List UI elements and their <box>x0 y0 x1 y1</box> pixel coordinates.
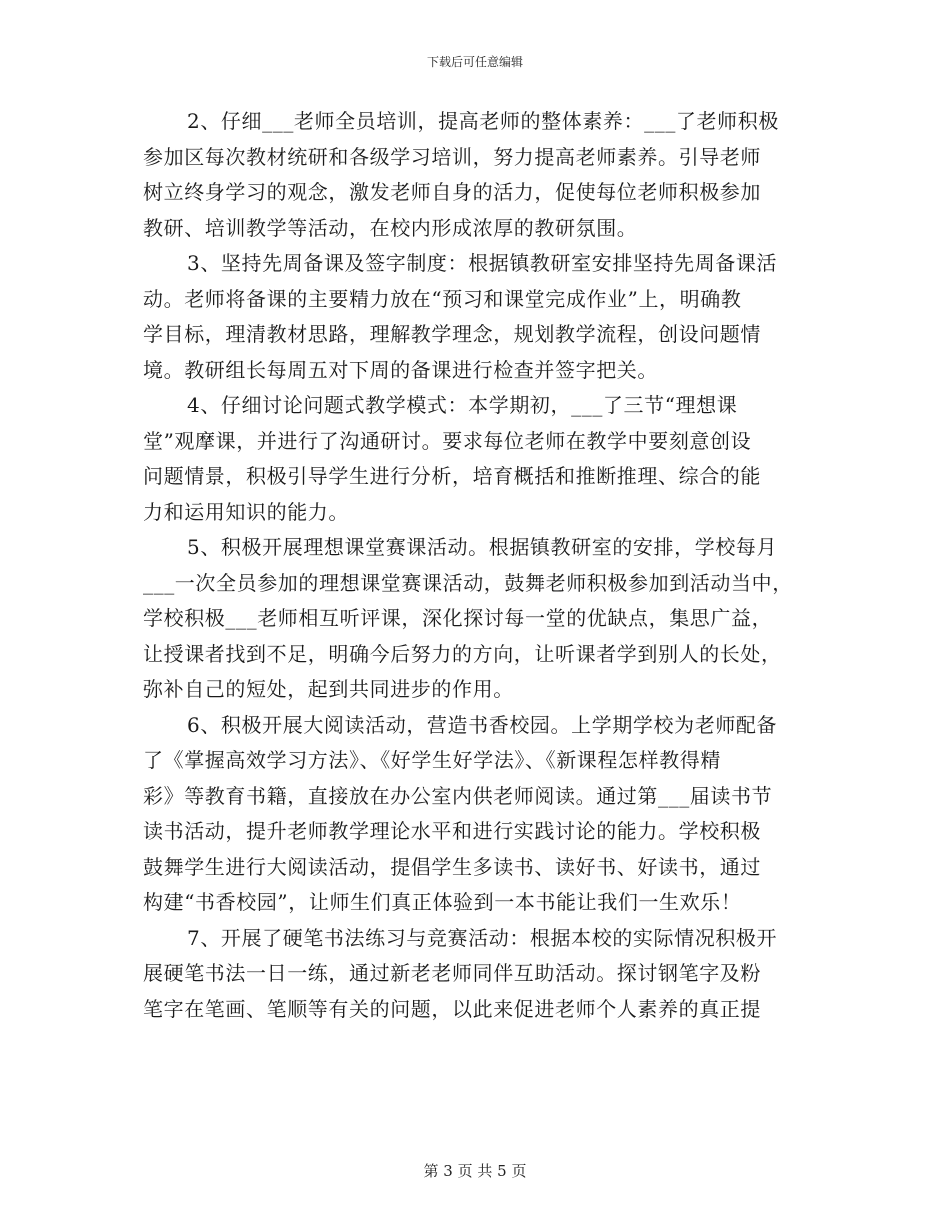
text-line: 让授课者找到不足，明确今后努力的方向，让听课者学到别人的长处， <box>143 641 782 666</box>
text-line: 展硬笔书法一日一练，通过新老老师同伴互助活动。探讨钢笔字及粉 <box>143 961 761 985</box>
text-line: 6、积极开展大阅读活动，营造书香校园。上学期学校为老师配备 <box>187 712 778 737</box>
text-line: 鼓舞学生进行大阅读活动，提倡学生多读书、读好书、好读书，通过 <box>143 854 761 879</box>
paragraph-5 <box>143 530 805 708</box>
text-line: 学目标，理清教材思路，理解教学理念，规划教学流程，创设问题情 <box>143 322 761 346</box>
text-line: 力和运用知识的能力。 <box>143 499 349 524</box>
document-body <box>143 104 805 1027</box>
page-footer: 第 3 页 共 5 页 <box>423 1162 527 1180</box>
text-line: 弥补自己的短处，起到共同进步的作用。 <box>143 677 514 701</box>
paragraph-4 <box>143 388 805 530</box>
text-line: 学校积极___老师相互听评课，深化探讨每一堂的优缺点，集思广益， <box>143 606 773 630</box>
paragraph-6 <box>143 708 805 921</box>
text-line: 了《掌握高效学习方法》、《好学生好学法》、《新课程怎样教得精 <box>143 748 721 772</box>
paragraph-3 <box>143 246 805 388</box>
text-line: 笔字在笔画、笔顺等有关的问题，以此来促进老师个人素养的真正提 <box>143 996 761 1021</box>
text-line: 3、坚持先周备课及签字制度：根据镇教研室安排坚持先周备课活 <box>187 251 778 275</box>
text-line: 读书活动，提升老师教学理论水平和进行实践讨论的能力。学校积极 <box>143 819 761 843</box>
text-line: 7、开展了硬笔书法练习与竞赛活动：根据本校的实际情况积极开 <box>187 925 778 950</box>
text-line: 5、积极开展理想课堂赛课活动。根据镇教研室的安排，学校每月 <box>187 535 778 559</box>
page-header: 下载后可任意编辑 <box>426 55 523 69</box>
text-line: 参加区每次教材统研和各级学习培训，努力提高老师素养。引导老师 <box>143 144 761 169</box>
paragraph-7 <box>143 921 805 1028</box>
text-line: 教研、培训教学等活动，在校内形成浓厚的教研氛围。 <box>143 215 638 240</box>
paragraph-2 <box>143 104 805 246</box>
text-line: 彩》等教育书籍，直接放在办公室内供老师阅读。通过第___届读书节 <box>143 783 773 808</box>
text-line: 树立终身学习的观念，激发老师自身的活力，促使每位老师积极参加 <box>143 180 761 204</box>
text-line: 4、仔细讨论问题式教学模式：本学期初，___了三节“理想课 <box>187 393 738 417</box>
text-line: 2、仔细___老师全员培训，提高老师的整体素养：___了老师积极 <box>187 109 779 133</box>
text-line: ___一次全员参加的理想课堂赛课活动，鼓舞老师积极参加到活动当中， <box>143 570 793 595</box>
text-line: 堂”观摩课，并进行了沟通研讨。要求每位老师在教学中要刻意创设 <box>143 428 752 453</box>
text-line: 构建“书香校园”，让师生们真正体验到一本书能让我们一生欢乐！ <box>143 890 742 914</box>
text-line: 境。教研组长每周五对下周的备课进行检查并签字把关。 <box>143 357 658 382</box>
text-line: 动。老师将备课的主要精力放在“预习和课堂完成作业”上，明确教 <box>143 286 742 311</box>
text-line: 问题情景，积极引导学生进行分析，培育概括和推断推理、综合的能 <box>143 464 761 488</box>
